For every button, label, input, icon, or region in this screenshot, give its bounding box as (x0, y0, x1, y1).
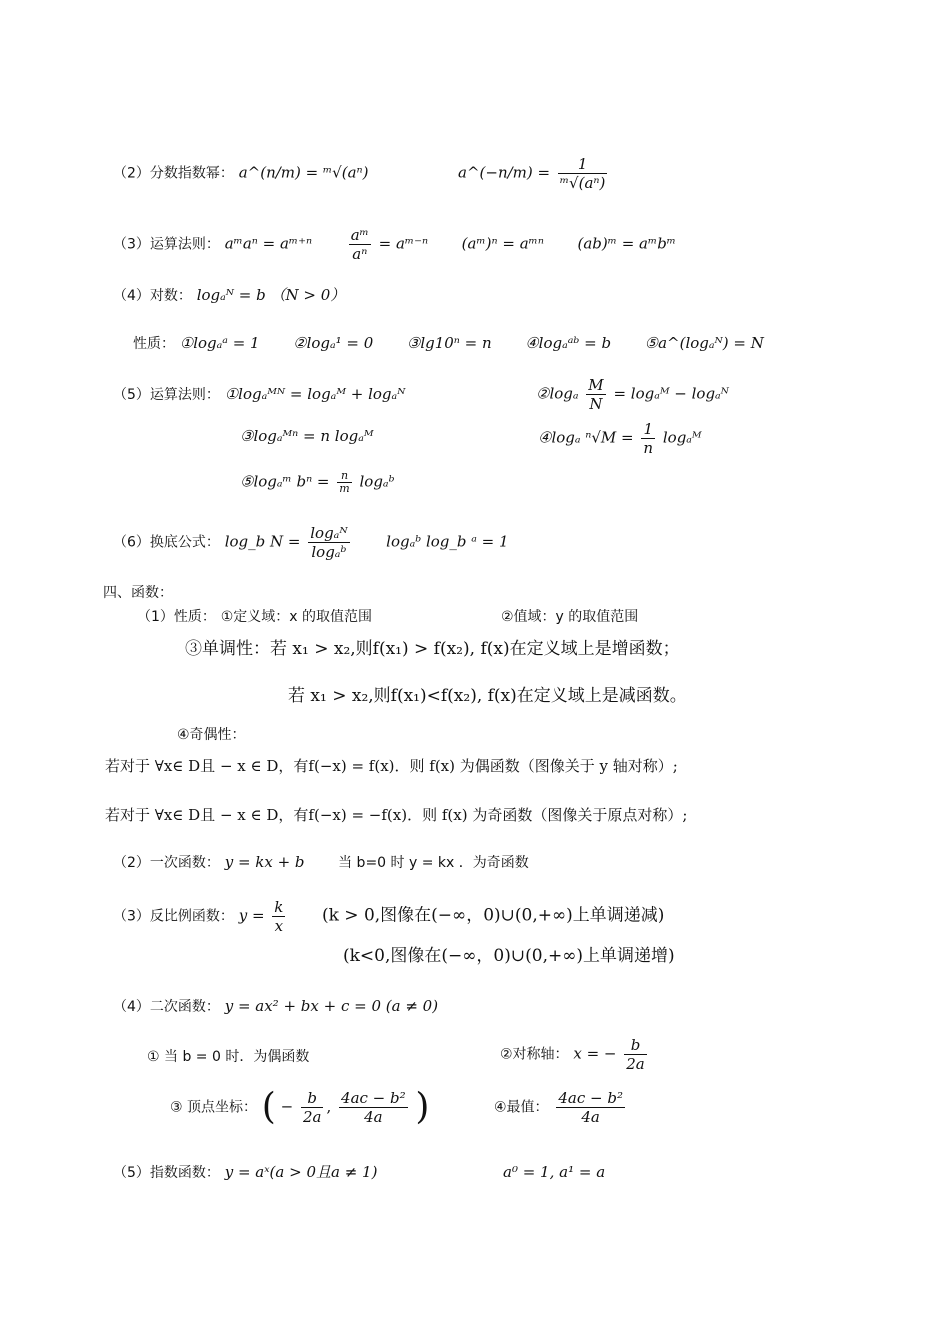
fraction-denominator: 2a (626, 1055, 645, 1073)
section-label: （1）性质： (137, 609, 216, 625)
formula: logₐᴹ (662, 428, 702, 447)
property-5: ⑤a^(logₐᴺ) = N (644, 334, 764, 352)
quadratic-even-note: ① 当 b = 0 时．为偶函数 (147, 1049, 310, 1065)
odd-function-line: 若对于 ∀x∈ D且 − x ∈ D，有f(−x) = −f(x)．则 f(x) 为奇函数（图像关于原点对称）; (105, 806, 688, 824)
fraction-denominator: 4a (581, 1108, 600, 1126)
inverse-function-line (113, 898, 664, 935)
properties-label: 性质： (133, 336, 175, 352)
fraction-exponent-line (113, 155, 610, 192)
section-label: （3）反比例函数： (113, 908, 234, 925)
section-label: （5）运算法则： (113, 387, 220, 403)
fraction (349, 226, 371, 263)
formula: y = (238, 906, 265, 925)
log-properties-line (133, 333, 764, 354)
fraction-numerator: b (301, 1089, 324, 1108)
section-label: （6）换底公式： (113, 534, 220, 551)
fraction (624, 1036, 647, 1073)
fraction-denominator: ᵐ√(aⁿ) (559, 174, 606, 192)
formula: y = kx + b (224, 853, 305, 871)
fraction (339, 1089, 408, 1126)
fraction (337, 470, 351, 495)
monotonic-increasing: ③单调性：若 x₁ > x₂,则f(x₁) > f(x₂), f(x)在定义域上是增函数； (185, 639, 680, 659)
exponential-function-line (113, 1162, 377, 1183)
monotonic-decreasing: 若 x₁ > x₂,则f(x₁)<f(x₂), f(x)在定义域上是减函数。 (288, 686, 687, 706)
condition-text-2: (k<0,图像在(−∞，0)∪(0,+∞)上单调递增) (343, 946, 675, 966)
log-rule-2 (536, 376, 729, 413)
fraction (558, 155, 607, 192)
fraction-denominator: aⁿ (352, 245, 368, 263)
log-rule-4 (538, 420, 702, 457)
fraction (556, 1089, 625, 1126)
fraction-numerator: 1 (641, 420, 655, 439)
section-label: （2）一次函数： (113, 855, 220, 871)
log-rule-3 (240, 426, 374, 446)
range-text: ②值域：y 的取值范围 (501, 609, 639, 625)
formula: logₐᵇ log_b ᵃ = 1 (386, 532, 509, 551)
property-2: ②logₐ¹ = 0 (293, 334, 374, 352)
formula: a^(n/m) = ᵐ√(aⁿ) (238, 163, 369, 182)
fraction-numerator: M (588, 376, 604, 394)
fraction (301, 1089, 324, 1126)
fraction-numerator: b (624, 1036, 647, 1055)
fraction-denominator: 4a (364, 1108, 383, 1126)
formula: a^(−n/m) = (458, 163, 551, 182)
fraction-numerator: 4ac − b² (341, 1089, 406, 1107)
section-label: （4）二次函数： (113, 999, 220, 1015)
fraction-denominator: n (643, 439, 654, 457)
logarithm-line (113, 285, 345, 306)
formula: ③logₐᴹⁿ = n logₐᴹ (240, 427, 374, 445)
property-3: ③lg10ⁿ = n (406, 334, 492, 352)
fraction-denominator: logₐᵇ (311, 543, 347, 561)
property-1: ①logₐᵃ = 1 (179, 334, 260, 352)
item-label: ②对称轴： (500, 1046, 569, 1063)
formula: x = − (573, 1044, 617, 1063)
formula: (ab)ᵐ = aᵐbᵐ (577, 234, 676, 253)
linear-function-line (113, 852, 529, 873)
axis-of-symmetry (500, 1036, 650, 1073)
extreme-value (494, 1089, 628, 1126)
fraction (641, 420, 655, 457)
condition-text: (k > 0,图像在(−∞，0)∪(0,+∞)上单调递减) (321, 905, 665, 926)
change-of-base-line (113, 524, 509, 561)
quadratic-function-line (113, 996, 438, 1017)
item-label: ③ 顶点坐标： (170, 1099, 258, 1116)
property-4: ④logₐᵃᵇ = b (525, 334, 612, 352)
section-label: （4）对数： (113, 288, 192, 304)
fraction-numerator: logₐᴺ (310, 524, 348, 542)
fraction-numerator: n (337, 470, 351, 483)
section-label: （2）分数指数幂： (113, 165, 234, 182)
log-rule-5 (240, 470, 395, 495)
fraction-numerator: k (274, 898, 284, 916)
vertex-coordinates: ③ 顶点坐标： ( − $\frac{b}{2a}$ , $\frac{\text{4ac − b²}}{4a}$ ) (170, 1086, 430, 1128)
formula: ⑤logₐᵐ bⁿ = (240, 472, 330, 491)
log-rule-1: ①logₐᴹᴺ = logₐᴹ + logₐᴺ (224, 385, 406, 403)
fraction-denominator: x (274, 917, 284, 935)
fraction-denominator: 2a (302, 1108, 322, 1126)
formula: (aᵐ)ⁿ = aᵐⁿ (461, 234, 544, 253)
formula: ②logₐ (536, 384, 579, 403)
parity-label: ④奇偶性： (177, 727, 246, 743)
section-label: （5）指数函数： (113, 1165, 220, 1181)
fraction (586, 376, 605, 413)
formula: ④logₐ ⁿ√M = (538, 428, 634, 447)
formula: log_b N = (224, 532, 301, 551)
formula: = logₐᴹ − logₐᴺ (613, 384, 729, 403)
operation-rules-line (113, 226, 676, 263)
section-heading: 四、函数： (103, 585, 173, 601)
formula: aᵐaⁿ = aᵐ⁺ⁿ (224, 234, 313, 253)
fraction-numerator: 1 (558, 155, 607, 174)
fraction-denominator: m (339, 482, 350, 495)
formula: y = aˣ(a > 0且a ≠ 1) (224, 1163, 378, 1181)
formula: logₐᴺ = b （N > 0） (196, 286, 346, 304)
domain-text: ①定义域：x 的取值范围 (220, 609, 372, 625)
log-rules-line-1 (113, 384, 405, 405)
formula: = aᵐ⁻ⁿ (378, 234, 429, 253)
fraction-numerator: aᵐ (350, 226, 369, 244)
even-function-line: 若对于 ∀x∈ D且 − x ∈ D，有f(−x) = f(x)．则 f(x) 为偶函数（图像关于 y 轴对称）; (105, 757, 678, 775)
formula: y = ax² + bx + c = 0 (a ≠ 0) (224, 997, 439, 1015)
function-properties-line (137, 606, 372, 627)
item-label: ④最值： (494, 1099, 549, 1116)
fraction-numerator: 4ac − b² (558, 1089, 623, 1107)
fraction (272, 898, 285, 935)
section-label: （3）运算法则： (113, 236, 220, 253)
fraction (308, 524, 349, 561)
note-text: 当 b=0 时 y = kx ．为奇函数 (338, 855, 529, 871)
formula: logₐᵇ (359, 472, 395, 491)
fraction-denominator: N (589, 395, 603, 413)
exponential-note: a⁰ = 1, a¹ = a (503, 1163, 606, 1181)
